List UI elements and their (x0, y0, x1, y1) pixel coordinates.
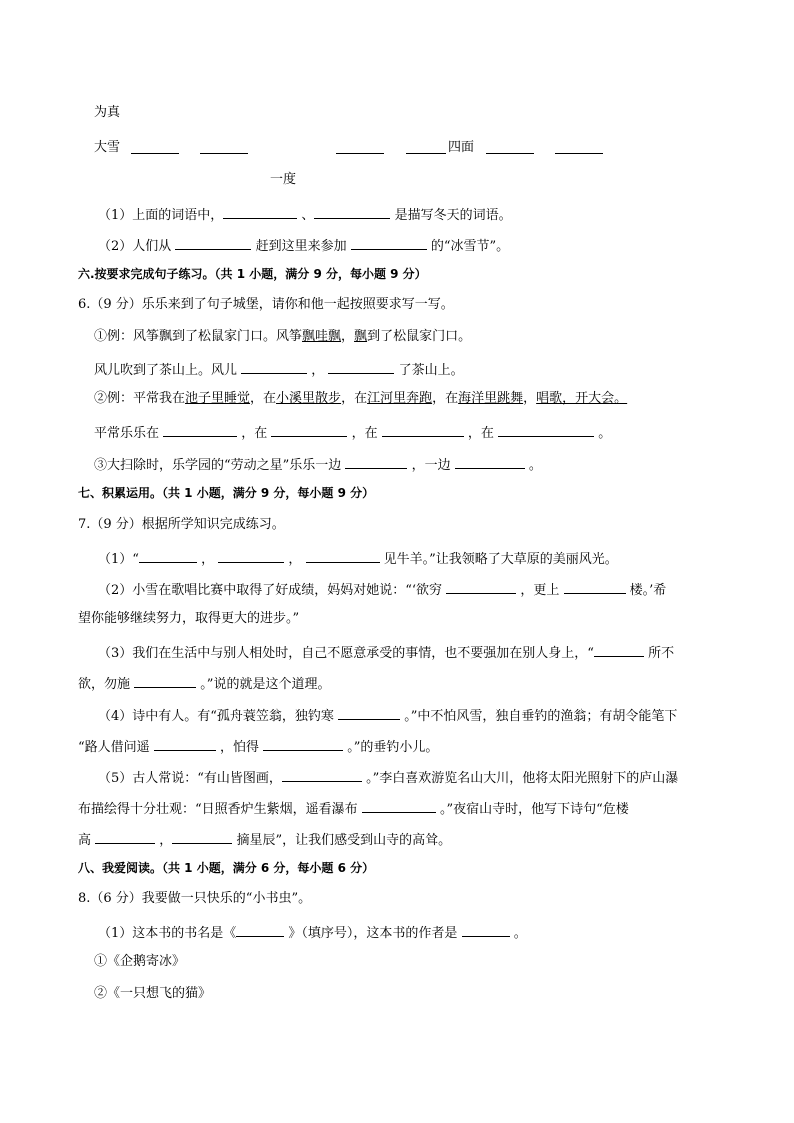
section-7-heading: 七、积累运用。（共 1 小题，满分 9 分，每小题 9 分） (78, 486, 375, 500)
blank[interactable] (172, 829, 232, 844)
text: （2）小雪在歌唱比赛中取得了好成绩，妈妈对她说：“‘欲穷 (98, 583, 443, 598)
q7-sub1 (98, 548, 618, 569)
text: ③大扫除时，乐学园的“劳动之星”乐乐一边 (94, 458, 342, 473)
q5-sub1 (98, 204, 512, 225)
blank[interactable] (282, 767, 362, 782)
text: 、 (301, 208, 315, 223)
text: ， (288, 552, 302, 567)
text: （5）古人常说：“有山皆图画， (98, 771, 282, 786)
text: 所不 (648, 646, 675, 661)
text: ，怕得 (219, 740, 259, 755)
blank[interactable] (154, 736, 216, 751)
blank[interactable] (382, 422, 464, 437)
text: （3）我们在生活中与别人相处时，自己不愿意承受的事情，也不要强加在别人身上，“ (98, 646, 594, 661)
blank[interactable] (462, 922, 510, 937)
text: ，在 (341, 391, 368, 406)
text: ，在 (351, 426, 378, 441)
example-1-task (94, 359, 464, 380)
blank[interactable] (236, 922, 284, 937)
text: ①例：风筝飘到了松鼠家门口。风筝 (94, 329, 303, 344)
text: 摘星辰”，让我们感受到山寺的高耸。 (236, 833, 452, 848)
text: 。”的垂钓小儿。 (347, 740, 439, 755)
blank[interactable] (328, 359, 394, 374)
example-3 (94, 454, 542, 475)
text: 。”说的就是这个道理。 (200, 677, 331, 692)
blank[interactable] (314, 204, 390, 219)
text: （2）人们从 (98, 239, 172, 254)
q7-sub4-line2 (78, 736, 438, 757)
blank[interactable] (338, 705, 400, 720)
text: 了茶山上。 (398, 363, 464, 378)
word-wei-zhen: 为真 (94, 105, 121, 120)
q7-sub2-line2: 望你能够继续努力，取得更大的进步。” (78, 611, 300, 626)
blank[interactable] (134, 673, 196, 688)
text: ， (523, 391, 537, 406)
text: 。 (513, 926, 527, 941)
blank[interactable] (175, 235, 251, 250)
underlined-text: 唱歌，开大会。 (536, 391, 628, 406)
text: 见牛羊。”让我领略了大草原的美丽风光。 (383, 552, 618, 567)
section-8-heading: 八、我爱阅读。（共 1 小题，满分 6 分，每小题 6 分） (78, 861, 375, 875)
text: 。”李白喜欢游览名山大川，他将太阳光照射下的庐山瀑 (366, 771, 679, 786)
example-1 (94, 328, 471, 346)
question-7-title: 7.（9 分）根据所学知识完成练习。 (78, 517, 285, 532)
text: 。 (528, 458, 542, 473)
text: 》（填序号），这本书的作者是 (288, 926, 458, 941)
underlined-text: 小溪里散步 (276, 391, 342, 406)
text: ， (311, 363, 325, 378)
q7-sub3-line1 (98, 642, 674, 663)
text: 平常乐乐在 (94, 426, 160, 441)
text: （1）上面的词语中， (98, 208, 224, 223)
blank[interactable] (498, 422, 594, 437)
option-1: ①《企鹅寄冰》 (94, 954, 186, 969)
example-2 (94, 390, 627, 408)
blank[interactable] (406, 153, 446, 154)
blank[interactable] (351, 235, 427, 250)
underlined-text: 飘哇飘 (302, 329, 342, 344)
blank[interactable] (345, 454, 407, 469)
text: 楼。’希 (629, 583, 667, 598)
blank[interactable] (241, 359, 307, 374)
text: 到了松鼠家门口。 (367, 329, 472, 344)
blank[interactable] (555, 153, 603, 154)
q7-sub5-line3 (78, 829, 451, 850)
blank[interactable] (486, 153, 534, 154)
word-da-xue: 大雪 (94, 140, 121, 155)
text: “路人借问遥 (78, 740, 150, 755)
text: ，在 (241, 426, 268, 441)
text: ，在 (467, 426, 494, 441)
text: （1）这本书的书名是《 (98, 926, 237, 941)
q7-sub4-line1 (98, 705, 677, 726)
blank[interactable] (95, 829, 155, 844)
blank[interactable] (223, 204, 297, 219)
blank[interactable] (263, 736, 343, 751)
text: （4）诗中有人。有“孤舟蓑笠翁，独钓寒 (98, 709, 334, 724)
option-2: ②《一只想飞的猫》 (94, 986, 212, 1001)
text: 风儿吹到了茶山上。风儿 (94, 363, 238, 378)
blank[interactable] (200, 153, 248, 154)
text: 赶到这里来参加 (255, 239, 347, 254)
question-8-title: 8.（6 分）我要做一只快乐的“小书虫”。 (78, 891, 312, 906)
q7-sub2-line1 (98, 579, 666, 600)
text: ， (201, 552, 215, 567)
q7-sub3-line2 (78, 673, 330, 694)
blank[interactable] (163, 422, 237, 437)
blank[interactable] (271, 422, 347, 437)
text: 。 (598, 426, 612, 441)
blank[interactable] (455, 454, 525, 469)
text: 是描写冬天的词语。 (394, 208, 512, 223)
blank[interactable] (362, 798, 436, 813)
text: （1）“ (98, 552, 139, 567)
word-si-mian: 四面 (448, 140, 475, 155)
text: ，一边 (411, 458, 451, 473)
blank[interactable] (306, 548, 380, 563)
text: ，在 (250, 391, 277, 406)
blank[interactable] (218, 548, 284, 563)
section-6-heading: 六.按要求完成句子练习。（共 1 小题，满分 9 分，每小题 9 分） (78, 267, 427, 281)
text: ，更上 (520, 583, 560, 598)
text: ， (159, 833, 173, 848)
underlined-text: 池子里睡觉 (185, 391, 251, 406)
underlined-text: 海洋里跳舞 (458, 391, 524, 406)
blank[interactable] (564, 579, 626, 594)
text: 布描绘得十分壮观：“日照香炉生紫烟，遥看瀑布 (78, 802, 358, 817)
text: ， (341, 329, 355, 344)
q5-sub2 (98, 235, 509, 256)
underlined-text: 飘 (354, 329, 368, 344)
example-2-task (94, 422, 611, 443)
question-6-title: 6.（9 分）乐乐来到了句子城堡，请你和他一起按照要求写一写。 (78, 297, 454, 312)
text: 欲，勿施 (78, 677, 131, 692)
blank[interactable] (446, 579, 516, 594)
underlined-text: 江河里奔跑 (367, 391, 433, 406)
text: ，在 (432, 391, 459, 406)
q8-sub1 (98, 922, 527, 943)
text: ②例：平常我在 (94, 391, 186, 406)
blank[interactable] (336, 153, 384, 154)
q7-sub5-line2 (78, 798, 629, 819)
text: 。”夜宿山寺时，他写下诗句“危楼 (439, 802, 629, 817)
text: 高 (78, 833, 92, 848)
blank[interactable] (139, 548, 197, 563)
blank[interactable] (594, 642, 644, 657)
word-yi-du: 一度 (270, 172, 297, 187)
text: 。”中不怕风雪，独自垂钓的渔翁；有胡令能笔下 (404, 709, 678, 724)
blank[interactable] (131, 153, 179, 154)
q7-sub5-line1 (98, 767, 678, 788)
text: 的“冰雪节”。 (430, 239, 510, 254)
